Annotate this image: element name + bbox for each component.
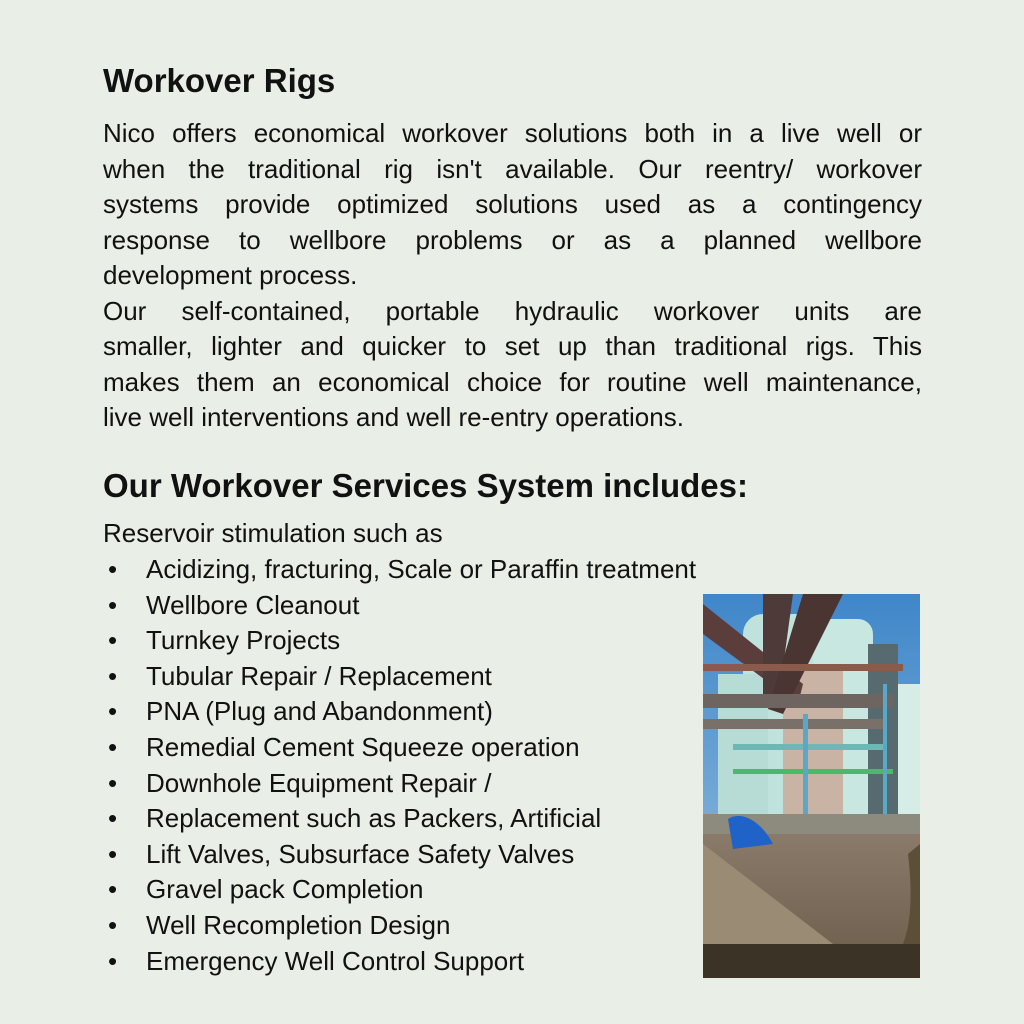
page-title: Workover Rigs	[103, 62, 336, 99]
paragraph-line: makes them an economical choice for routine well maintenance,	[103, 366, 922, 397]
list-item-label: Replacement such as Packers, Artificial	[146, 803, 602, 834]
services-list	[103, 552, 696, 979]
bullet-icon: •	[108, 945, 118, 976]
paragraph-line: live well interventions and well re-entry operations.	[103, 402, 684, 432]
list-item	[103, 801, 696, 837]
paragraph-line: Nico offers economical workover solutions both in a live well or	[103, 118, 922, 148]
list-item-label: Remedial Cement Squeeze operation	[146, 731, 580, 762]
list-item-label: Gravel pack Completion	[146, 874, 424, 905]
list-item-label: Wellbore Cleanout	[146, 589, 360, 620]
bullet-icon: •	[108, 909, 118, 940]
list-item	[103, 588, 696, 624]
list-item	[103, 694, 696, 730]
bullet-icon: •	[108, 838, 118, 869]
bullet-icon: •	[108, 874, 118, 905]
list-item-label: Tubular Repair / Replacement	[146, 660, 492, 691]
list-item-label: Lift Valves, Subsurface Safety Valves	[146, 838, 575, 869]
paragraph-line: development process.	[103, 260, 358, 290]
list-item-label: Emergency Well Control Support	[146, 945, 525, 976]
list-item	[103, 766, 696, 802]
services-intro: Reservoir stimulation such as	[103, 518, 443, 548]
paragraph-line: Our self-contained, portable hydraulic workover units are	[103, 295, 922, 326]
list-item	[103, 659, 696, 695]
paragraph-line: systems provide optimized solutions used as a contingency	[103, 189, 922, 219]
bullet-icon: •	[108, 660, 118, 691]
services-heading: Our Workover Services System includes:	[103, 467, 748, 504]
paragraph-line: when the traditional rig isn't available. Our reentry/ workover	[103, 153, 922, 184]
list-item	[103, 944, 696, 980]
bullet-icon: •	[108, 767, 118, 798]
list-item-label: Acidizing, fracturing, Scale or Paraffin treatment	[146, 554, 697, 584]
paragraph-line: response to wellbore problems or as a planned wellbore	[103, 224, 922, 255]
list-item	[103, 730, 696, 766]
bullet-icon: •	[108, 589, 118, 620]
list-item	[103, 872, 696, 908]
list-item-label: PNA (Plug and Abandonment)	[146, 696, 493, 727]
list-item	[103, 552, 696, 588]
bullet-icon: •	[108, 625, 118, 656]
bullet-icon: •	[108, 731, 118, 762]
paragraph-line: smaller, lighter and quicker to set up than traditional rigs. This	[103, 331, 922, 361]
list-item-label: Well Recompletion Design	[146, 909, 451, 940]
list-item	[103, 837, 696, 873]
list-item-label: Downhole Equipment Repair /	[146, 767, 492, 798]
list-item-label: Turnkey Projects	[146, 625, 341, 656]
bullet-icon: •	[108, 696, 118, 727]
intro-paragraph	[103, 116, 922, 436]
bullet-icon: •	[108, 554, 118, 584]
bullet-icon: •	[108, 803, 118, 834]
workover-site-photo	[703, 594, 920, 978]
list-item	[103, 623, 696, 659]
list-item	[103, 908, 696, 944]
